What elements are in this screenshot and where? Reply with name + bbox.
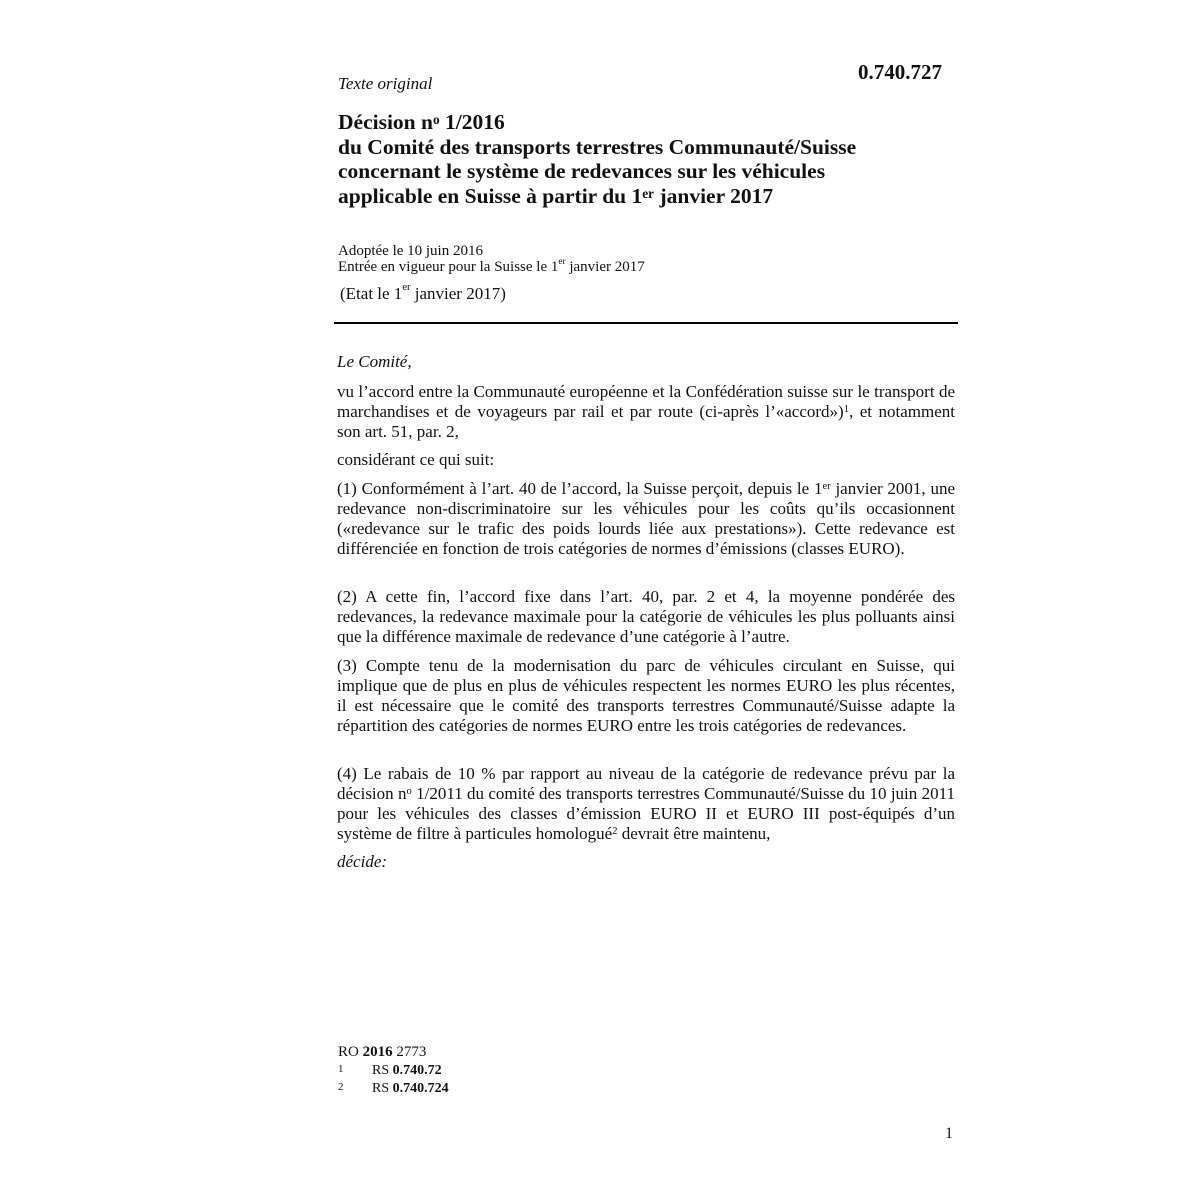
status-label: Texte original bbox=[338, 74, 433, 93]
divider bbox=[334, 322, 958, 324]
recital-1: (1) Conformément à l’art. 40 de l’accord, la Suisse perçoit, depuis le 1er janvier 2001, une redevance non-discriminatoire sur les véhicules pour les coûts qu’ils occasionnent («redevance sur le trafic des poids lourds liée aux prestations»). Cette redevance est différenciée en fonction de trois catégories de normes d’émissions (classes EURO). bbox=[337, 479, 955, 558]
recital-2: (2) A cette fin, l’accord fixe dans l’art. 40, par. 2 et 4, la moyenne pondérée des redevances, la redevance maximale pour la catégorie de véhicules les plus polluants ainsi que la différence maximale de redevance d’une catégorie à l’autre. bbox=[337, 587, 955, 646]
title-line-4: applicable en Suisse à partir du 1er janvier 2017 bbox=[338, 183, 774, 208]
whereas-heading: considérant ce qui suit: bbox=[337, 450, 495, 469]
footnote-2: 2 RS 0.740.724 bbox=[338, 1081, 449, 1096]
title-line-2: du Comité des transports terrestres Communauté/Suisse bbox=[338, 134, 857, 159]
recital-3: (3) Compte tenu de la modernisation du parc de véhicules circulant en Suisse, qui implique que de plus en plus de véhicules respectent les normes EURO les plus récentes, il est nécessaire que le comité des transports terrestres Communauté/Suisse adapte la répartition des catégories de normes EURO entre les trois catégories de redevances. bbox=[337, 656, 955, 735]
decides-heading: décide: bbox=[337, 852, 388, 871]
title-line-3: concernant le système de redevances sur les véhicules bbox=[338, 159, 826, 183]
title-line-1: Décision $n^o$ 1/2016 bbox=[338, 110, 505, 134]
sr-number: 0.740.727 bbox=[858, 60, 942, 84]
recital-4: (4) Le rabais de 10 % par rapport au niveau de la catégorie de redevance prévu par la décision $n^o$ 1/2011 du comité des transports terrestres Communauté/Suisse du 10 juin 2011 pour les véhicules des classes d’émission EURO II et EURO III post-équipés d’un système de filtre à particules homologué$^2$ devrait être maintenu, bbox=[337, 764, 955, 843]
adoption-date: Adoptée le 10 juin 2016 bbox=[338, 243, 483, 259]
status-date: (Etat le 1er janvier 2017) bbox=[340, 282, 506, 303]
page-number: 1 bbox=[945, 1125, 953, 1142]
ro-reference: RO 2016 2773 bbox=[338, 1044, 427, 1060]
footnote-ref-2[interactable]: 2 bbox=[612, 826, 618, 837]
entry-into-force: Entrée en vigueur pour la Suisse le 1er janvier 2017 bbox=[338, 257, 645, 275]
footnote-1: 1 RS 0.740.72 bbox=[338, 1063, 442, 1078]
page-title bbox=[338, 110, 978, 208]
considering-intro: vu l’accord entre la Communauté européenne et la Confédération suisse sur le transport de marchandises et de voyageurs par rail et par route (ci-après l’«accord»)$^1$, et notamment son art. 51, par. 2, bbox=[337, 382, 955, 441]
footnote-ref-1[interactable]: 1 bbox=[843, 404, 849, 415]
committee-heading: Le Comité, bbox=[337, 352, 412, 371]
